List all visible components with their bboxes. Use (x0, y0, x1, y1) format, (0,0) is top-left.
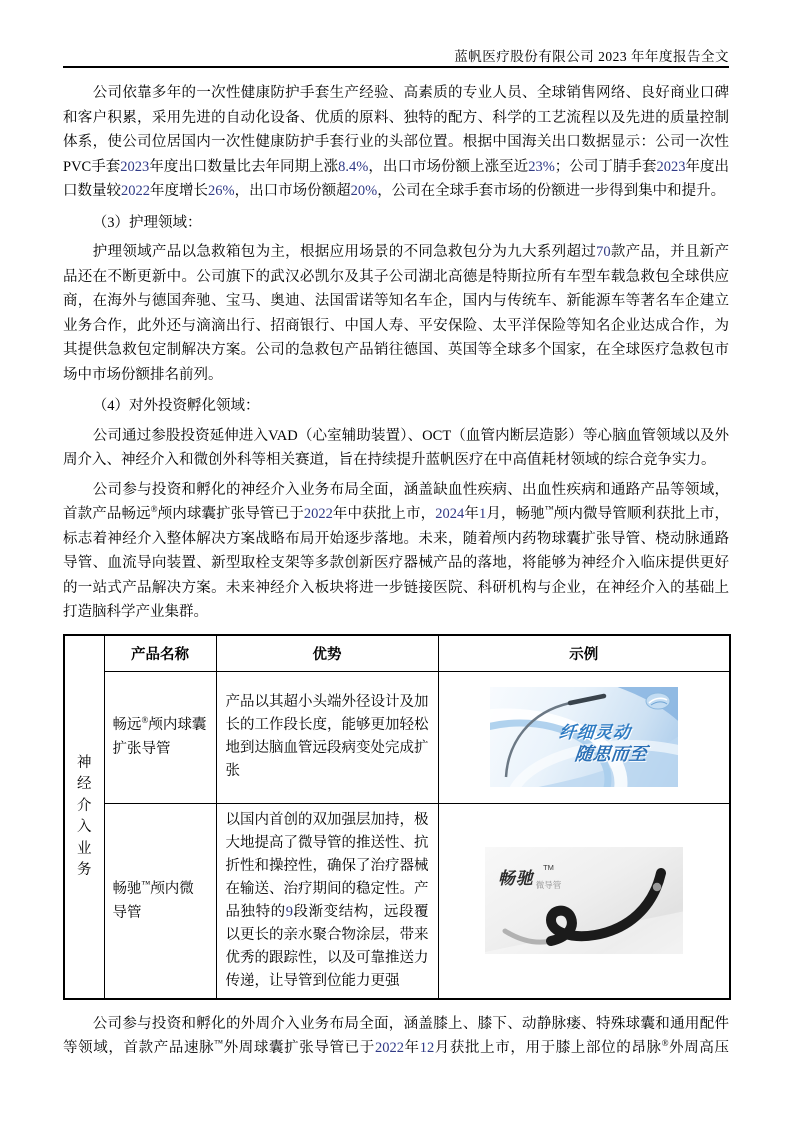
product-example-cell-changyuan (438, 671, 730, 803)
table-side-label-cell (64, 635, 104, 999)
brand-globe-badge-icon (645, 692, 671, 710)
table-side-label: 神 经 介 入 业 务 (77, 754, 92, 878)
table-row (64, 803, 730, 999)
table-header-row (64, 635, 730, 672)
product-name-changchi: 畅驰™颅内微导管 (104, 803, 216, 999)
paragraph-nursing-field: 护理领域产品以急救箱包为主，根据应用场景的不同急救包分为九大系列超过70款产品，并且新产品还在不断更新中。公司旗下的武汉必凯尔及其子公司湖北高德是特斯拉所有车型车载急救包全球供应商，在海外与德国奔驰、宝马、奥迪、法国雷诺等知名车企，国内与传统车、新能源车等著名车企建立业务合作，此外还与滴滴出行、招商银行、中国人寿、平安保险、太平洋保险等知名企业达成合作，为其提供急救包定制解决方案。公司的急救包产品销往德国、英国等全球多个国家，在全球医疗急救包市场中市场份额排名前列。 (63, 244, 729, 383)
image-caption (537, 718, 650, 766)
paragraph-neuro-intervention: 公司参与投资和孵化的神经介入业务布局全面，涵盖缺血性疾病、出血性疾病和通路产品等领域，首款产品畅远®颅内球囊扩张导管已于2022年中获批上市，2024年1月，畅驰™颅内微导管顺利获批上市，标志着神经介入整体解决方案战略布局开始逐步落地。未来，随着颅内药物球囊扩张导管、桡动脉通路导管、血流导向装置、新型取栓支架等多款创新医疗器械产品的落地，将能够为神经介入临床提供更好的一站式产品解决方案。未来神经介入板块将进一步链接医院、科研机构与企业，在神经介入的基础上打造脑科学产业集群。 (63, 481, 730, 620)
image-caption-line2: 随思而至 (573, 744, 648, 764)
paragraph-gloves-business: 公司依靠多年的一次性健康防护手套生产经验、高素质的专业人员、全球销售网络、良好商业口碑和客户积累，采用先进的自动化设备、优质的原料、独特的配方、科学的工艺流程以及先进的质量控制体系，使公司位居国内一次性健康防护手套行业的头部位置。根据中国海关出口数据显示：公司一次性PVC手套2023年度出口数量比去年同期上涨8.4%，出口市场份额上涨至近23%；公司丁腈手套2023年度出口数量较2022年度增长26%，出口市场份额超20%，公司在全球手套市场的份额进一步得到集中和提升。 (63, 85, 730, 199)
heading-investment-incubation: （4）对外投资孵化领域： (92, 398, 260, 414)
changyuan-product-image (490, 687, 678, 787)
product-advantage-changyuan: 产品以其超小头端外径设计及加长的工作段长度，能够更加轻松地到达脑血管远段病变处完成扩张 (216, 671, 438, 803)
report-header-title: 蓝帆医疗股份有限公司 2023 年年度报告全文 (454, 49, 729, 64)
neuro-products-table (63, 634, 731, 1000)
product-example-cell-changchi (438, 803, 730, 999)
page-content (63, 76, 729, 1066)
product-advantage-changchi: 以国内首创的双加强层加持，极大地提高了微导管的推送性、抗折性和操控性，确保了治疗器械在输送、治疗期间的稳定性。产品独特的9段渐变结构，远段覆以更长的亲水聚合物涂层，带来优秀的跟踪性，以及可靠推送力传递，让导管到位能力更强 (216, 803, 438, 999)
product-name-changyuan: 畅远®颅内球囊扩张导管 (104, 671, 216, 803)
column-header-advantage: 优势 (216, 635, 438, 672)
heading-nursing-field: （3）护理领域： (92, 214, 202, 231)
brand-product-type: 微导管 (535, 880, 562, 890)
paragraph-investment-incubation: 公司通过参股投资延伸进入VAD（心室辅助装置）、OCT（血管内断层造影）等心脑血管领域以及外周介入、神经介入和微创外科等相关赛道，旨在持续提升蓝帆医疗在中高值耗材领域的综合竞争实力。 (63, 427, 729, 468)
column-header-product-name: 产品名称 (104, 635, 216, 672)
image-caption-line1: 纤细灵动 (557, 723, 632, 742)
column-header-example: 示例 (438, 635, 730, 672)
header-rule (63, 66, 729, 68)
brand-name: 畅驰 (497, 869, 534, 888)
trademark-mark: TM (543, 863, 554, 872)
paragraph-peripheral-intervention: 公司参与投资和孵化的外周介入业务布局全面，涵盖膝上、膝下、动静脉瘘、特殊球囊和通用配件等领域，首款产品速脉™外周球囊扩张导管已于2022年12月获批上市，用于膝上部位的昂脉®外周高压 (63, 1015, 730, 1056)
image-brand-text (498, 864, 562, 890)
changchi-product-image (485, 847, 683, 954)
table-row (64, 671, 730, 803)
